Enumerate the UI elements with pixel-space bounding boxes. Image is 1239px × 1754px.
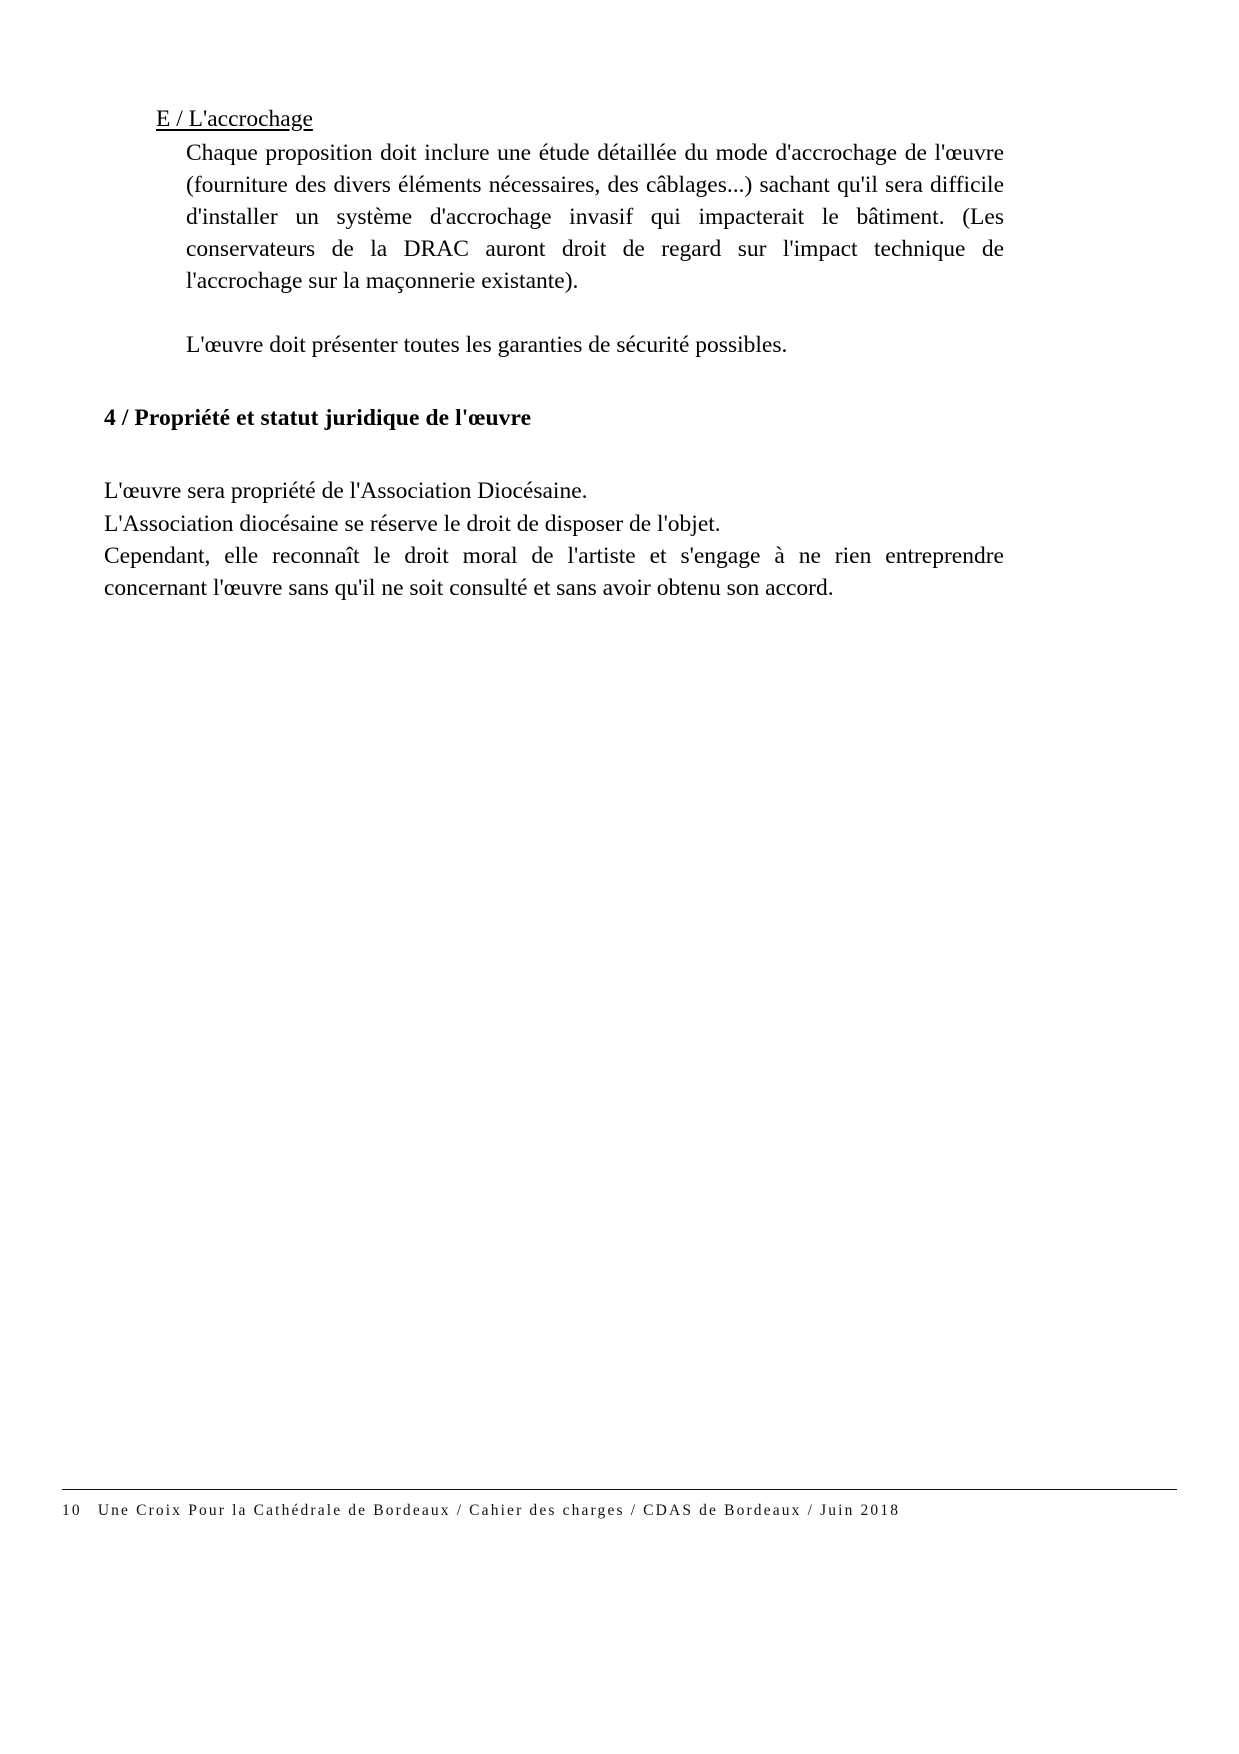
subsection-e-paragraph-1: Chaque proposition doit inclure une étude détaillée du mode d'accrochage de l'œuvre (fourniture des divers éléments nécessaires, des câblages...) sachant qu'il sera difficile d'installer un système d'accrochage invasif qui impacterait le bâtiment. (Les conservateurs de la DRAC auront droit de regard sur l'impact technique de l'accrochage sur la maçonnerie existante).: [186, 139, 1004, 294]
footer-divider: [62, 1489, 1177, 1490]
spacer-after-section-4-heading: [104, 433, 1004, 475]
footer-title: Une Croix Pour la Cathédrale de Bordeaux / Cahier des charges / CDAS de Bordeaux / Juin 2018: [97, 1502, 901, 1519]
subsection-e-paragraph-2: L'œuvre doit présenter toutes les garanties de sécurité possibles.: [186, 331, 788, 358]
subsection-e-heading: E / L'accrochage: [156, 106, 313, 132]
section-4-line-2: L'Association diocésaine se réserve le droit de disposer de l'objet.: [104, 510, 721, 537]
section-4-paragraph: Cependant, elle reconnaît le droit moral de l'artiste et s'engage à ne rien entreprendre concernant l'œuvre sans qu'il ne soit consulté et sans avoir obtenu son accord.: [104, 542, 1004, 601]
subsection-e-heading-wrap: [104, 104, 1004, 135]
page-footer: [62, 1489, 1177, 1549]
spacer-before-section-4: [104, 361, 1004, 403]
footer-text-line: [62, 1502, 1177, 1520]
page-content: [104, 104, 1004, 604]
section-4-heading: 4 / Propriété et statut juridique de l'œuvre: [104, 404, 532, 431]
section-4-line-1: L'œuvre sera propriété de l'Association Diocésaine.: [104, 478, 588, 505]
footer-page-number: 10: [62, 1502, 82, 1519]
spacer-after-paragraph-1: [104, 297, 1004, 327]
